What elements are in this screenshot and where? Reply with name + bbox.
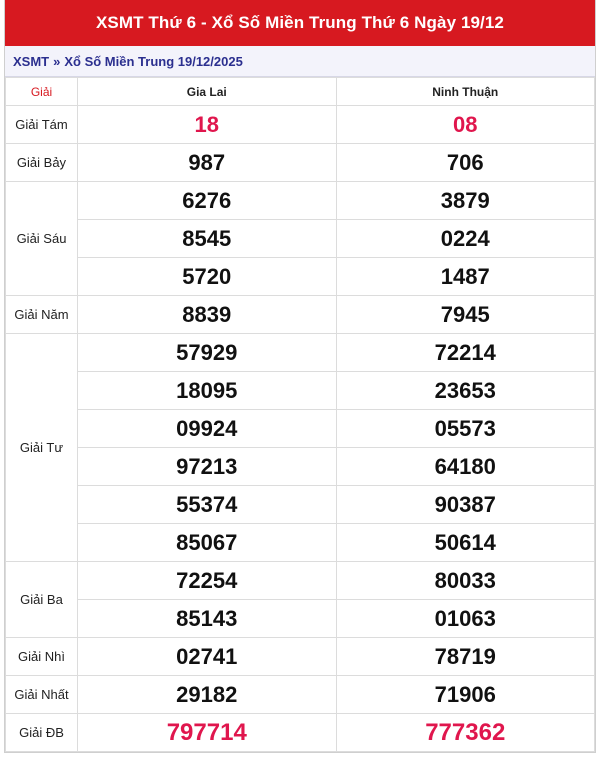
breadcrumb xyxy=(5,46,595,77)
table-row xyxy=(6,106,595,144)
result-number: 18095 xyxy=(78,372,337,410)
table-row xyxy=(6,410,595,448)
result-number: 85143 xyxy=(78,600,337,638)
result-number: 29182 xyxy=(78,676,337,714)
table-row xyxy=(6,524,595,562)
prize-label-nhat: Giải Nhất xyxy=(6,676,78,714)
result-number: 01063 xyxy=(336,600,595,638)
result-number: 97213 xyxy=(78,448,337,486)
result-number: 05573 xyxy=(336,410,595,448)
table-row xyxy=(6,600,595,638)
result-number: 71906 xyxy=(336,676,595,714)
table-row xyxy=(6,372,595,410)
result-number: 90387 xyxy=(336,486,595,524)
table-row xyxy=(6,144,595,182)
result-number: 64180 xyxy=(336,448,595,486)
result-number: 6276 xyxy=(78,182,337,220)
special-prize-number: 797714 xyxy=(78,714,337,752)
prize-label-ba: Giải Ba xyxy=(6,562,78,638)
header-prize: Giải xyxy=(6,78,78,106)
prize-label-nhi: Giải Nhì xyxy=(6,638,78,676)
prize-label-bay: Giải Bảy xyxy=(6,144,78,182)
prize-label-tam: Giải Tám xyxy=(6,106,78,144)
table-row xyxy=(6,448,595,486)
results-table xyxy=(5,77,595,752)
header-province-gia-lai: Gia Lai xyxy=(78,78,337,106)
table-row xyxy=(6,676,595,714)
table-row xyxy=(6,182,595,220)
result-number: 1487 xyxy=(336,258,595,296)
result-number: 8839 xyxy=(78,296,337,334)
table-row xyxy=(6,334,595,372)
breadcrumb-home-link[interactable]: XSMT xyxy=(13,53,50,69)
table-row xyxy=(6,296,595,334)
result-number: 3879 xyxy=(336,182,595,220)
prize-label-db: Giải ĐB xyxy=(6,714,78,752)
result-number: 5720 xyxy=(78,258,337,296)
result-number: 02741 xyxy=(78,638,337,676)
result-number: 08 xyxy=(336,106,595,144)
table-row xyxy=(6,714,595,752)
result-number: 85067 xyxy=(78,524,337,562)
result-number: 57929 xyxy=(78,334,337,372)
result-number: 18 xyxy=(78,106,337,144)
page-title: XSMT Thứ 6 - Xổ Số Miền Trung Thứ 6 Ngày 19/12 xyxy=(5,0,595,46)
table-header-row xyxy=(6,78,595,106)
table-row xyxy=(6,486,595,524)
result-number: 09924 xyxy=(78,410,337,448)
result-number: 72254 xyxy=(78,562,337,600)
result-number: 50614 xyxy=(336,524,595,562)
table-row xyxy=(6,562,595,600)
header-province-ninh-thuan: Ninh Thuận xyxy=(336,78,595,106)
table-row xyxy=(6,638,595,676)
breadcrumb-separator: » xyxy=(53,53,61,69)
result-number: 23653 xyxy=(336,372,595,410)
result-number: 987 xyxy=(78,144,337,182)
results-container xyxy=(4,0,596,753)
result-number: 55374 xyxy=(78,486,337,524)
prize-label-nam: Giải Năm xyxy=(6,296,78,334)
table-row xyxy=(6,220,595,258)
special-prize-number: 777362 xyxy=(336,714,595,752)
prize-label-tu: Giải Tư xyxy=(6,334,78,562)
result-number: 7945 xyxy=(336,296,595,334)
result-number: 72214 xyxy=(336,334,595,372)
result-number: 78719 xyxy=(336,638,595,676)
result-number: 0224 xyxy=(336,220,595,258)
result-number: 706 xyxy=(336,144,595,182)
result-number: 8545 xyxy=(78,220,337,258)
result-number: 80033 xyxy=(336,562,595,600)
table-row xyxy=(6,258,595,296)
prize-label-sau: Giải Sáu xyxy=(6,182,78,296)
breadcrumb-current-link[interactable]: Xổ Số Miền Trung 19/12/2025 xyxy=(64,53,243,69)
